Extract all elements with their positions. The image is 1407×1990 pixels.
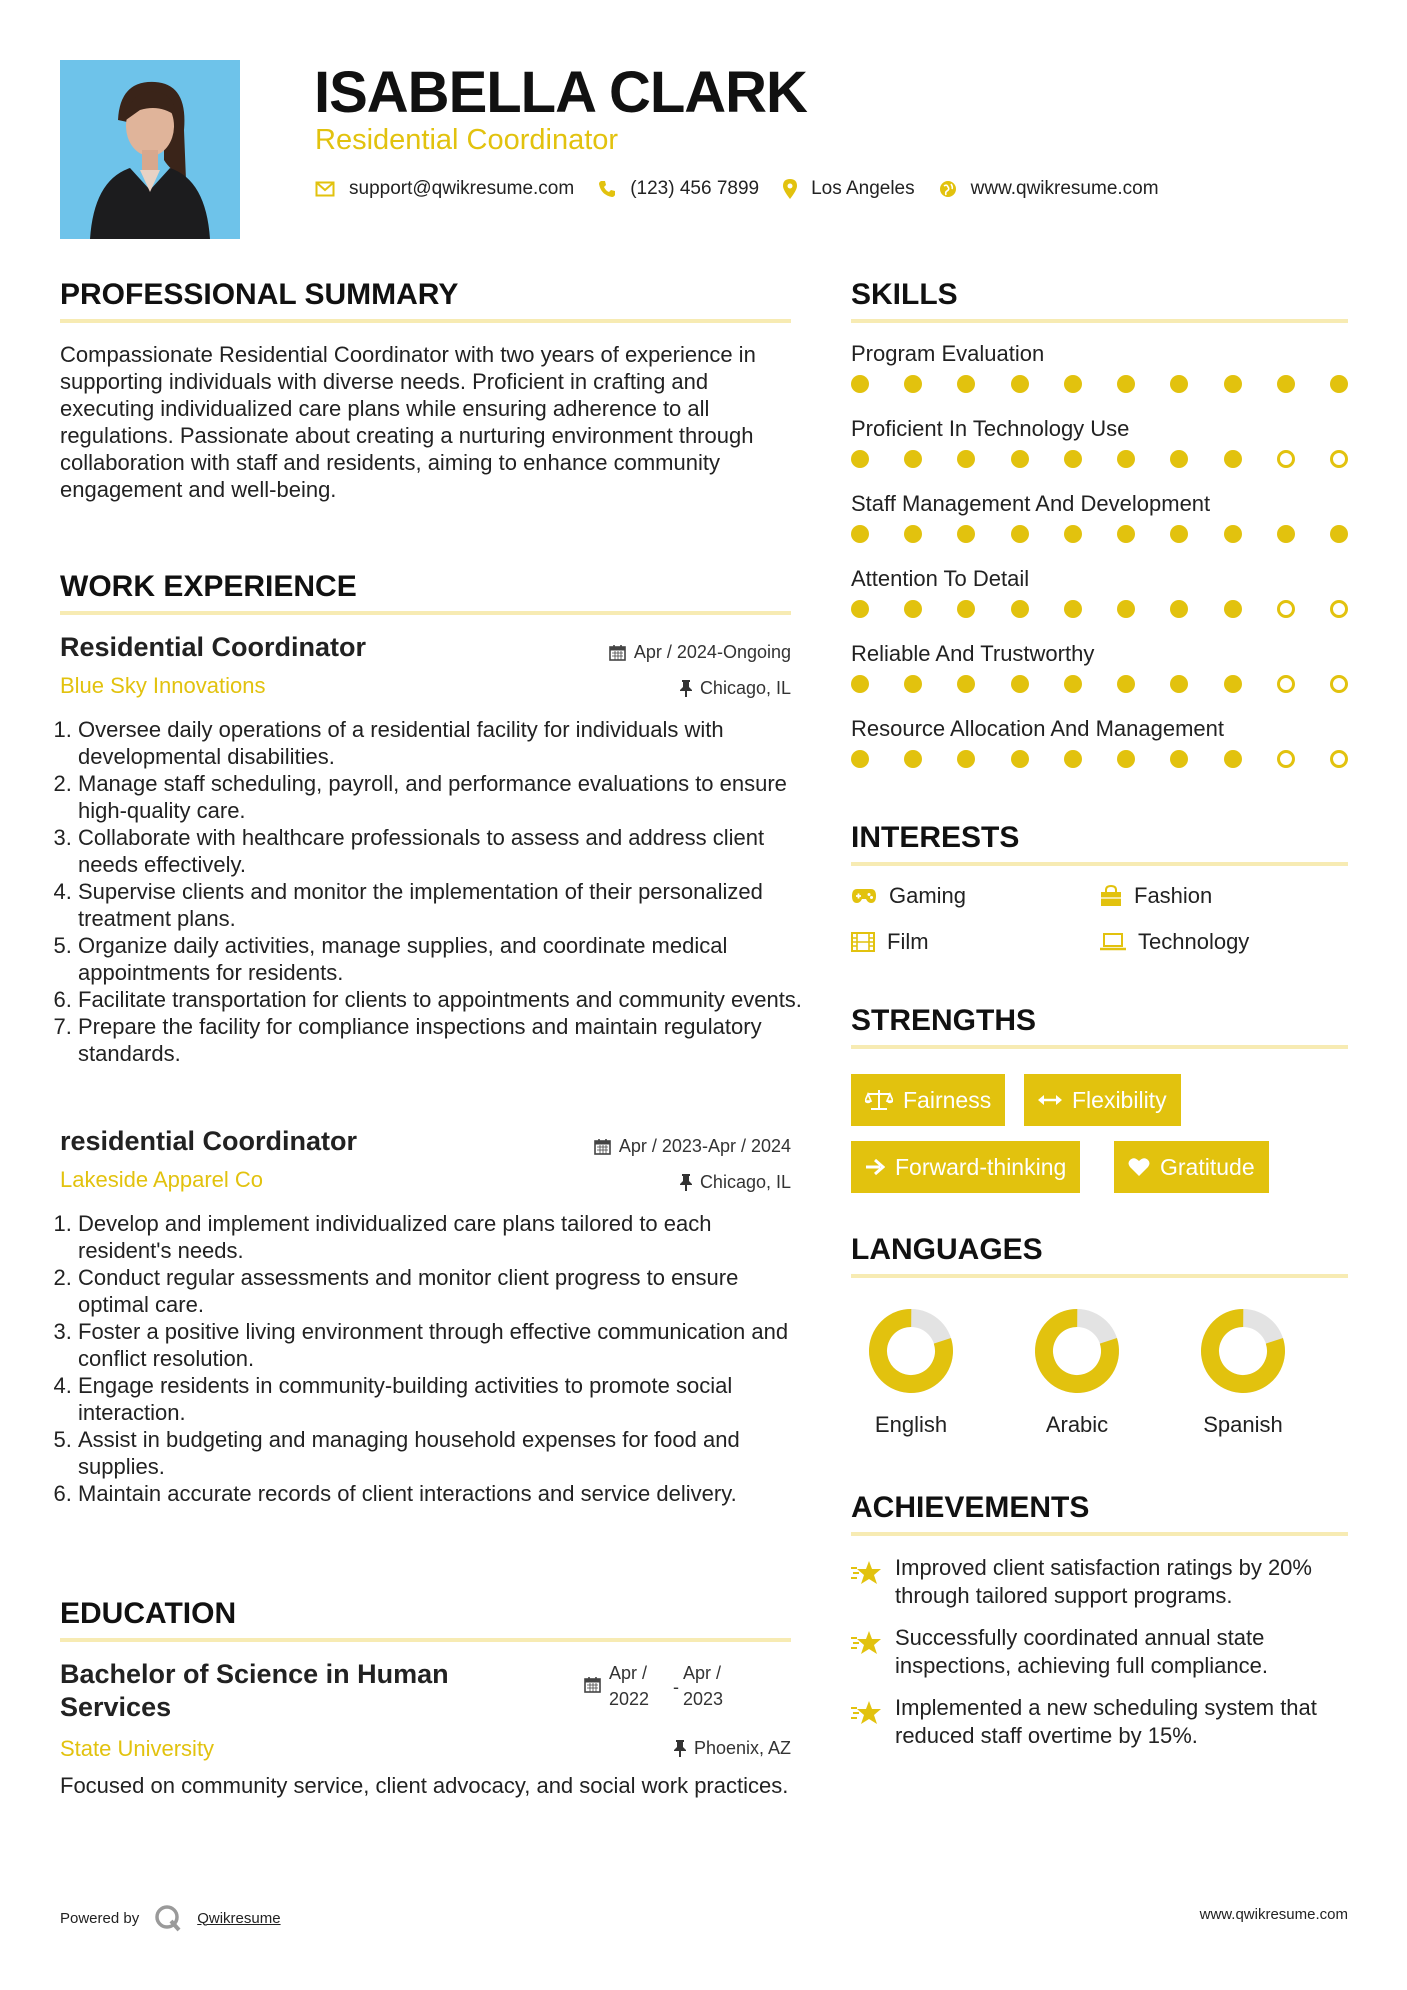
job-2-dates-text: Apr / 2023-Apr / 2024 xyxy=(618,1136,791,1156)
rating-dot-filled xyxy=(904,450,922,468)
arrow-right-icon xyxy=(865,1158,885,1176)
education-end xyxy=(683,1660,723,1712)
rating-dot-empty xyxy=(1277,750,1295,768)
rating-dot-filled xyxy=(1224,375,1242,393)
rating-dot-filled xyxy=(851,525,869,543)
school-name: State University xyxy=(60,1736,215,1761)
education-start-month: Apr / xyxy=(609,1663,648,1683)
laptop-icon xyxy=(1100,933,1126,951)
skill-rating xyxy=(851,600,1348,618)
pushpin-icon xyxy=(680,680,692,697)
rating-dot-filled xyxy=(1117,675,1135,693)
job-2-dates xyxy=(594,1136,791,1157)
rating-dot-filled xyxy=(1170,375,1188,393)
contact-bar xyxy=(315,178,1183,200)
strength-fairness xyxy=(851,1074,1005,1126)
job-1-duty: 1. Oversee daily operations of a residential facility for individuals with developmental disabilities. xyxy=(78,716,811,770)
rating-dot-filled xyxy=(1170,525,1188,543)
star-icon xyxy=(851,1700,883,1726)
job-2-company: Lakeside Apparel Co xyxy=(60,1167,264,1192)
interest-label: Technology xyxy=(1138,929,1250,954)
strength-forward-thinking xyxy=(851,1141,1080,1193)
interest-film xyxy=(851,929,929,955)
rating-dot-filled xyxy=(851,750,869,768)
interest-label: Gaming xyxy=(889,883,967,908)
language-item xyxy=(1183,1306,1303,1438)
skill-row xyxy=(851,416,1348,491)
rating-dot-filled xyxy=(1224,450,1242,468)
education-rule xyxy=(60,1638,791,1642)
job-2-role: residential Coordinator xyxy=(60,1126,358,1156)
achievements-rule xyxy=(851,1532,1348,1536)
achievement-text: Implemented a new scheduling system that reduced staff overtime by 15%. xyxy=(895,1695,1317,1748)
rating-dot-filled xyxy=(904,525,922,543)
interest-label: Fashion xyxy=(1134,883,1213,908)
job-1-company: Blue Sky Innovations xyxy=(60,673,266,698)
skills-list xyxy=(851,341,1348,791)
rating-dot-filled xyxy=(1224,600,1242,618)
rating-dot-empty xyxy=(1330,600,1348,618)
achievement-item xyxy=(851,1554,1348,1610)
job-1-location xyxy=(680,678,791,699)
skills-rule xyxy=(851,319,1348,323)
job-1-duty: 2. Manage staff scheduling, payroll, and performance evaluations to ensure high-quality care. xyxy=(78,770,811,824)
interest-label: Film xyxy=(887,929,929,954)
skill-rating xyxy=(851,675,1348,693)
footer-powered-by xyxy=(60,1903,281,1933)
job-2-duty: 5. Assist in budgeting and managing household expenses for food and supplies. xyxy=(78,1426,811,1480)
rating-dot-filled xyxy=(1277,525,1295,543)
rating-dot-filled xyxy=(904,750,922,768)
star-icon xyxy=(851,1560,883,1586)
strength-label: Flexibility xyxy=(1072,1086,1167,1113)
rating-dot-filled xyxy=(851,675,869,693)
rating-dot-filled xyxy=(1117,600,1135,618)
rating-dot-filled xyxy=(851,375,869,393)
language-donut xyxy=(866,1306,956,1396)
strengths-heading: STRENGTHS xyxy=(851,1004,1037,1037)
language-item xyxy=(851,1306,971,1438)
interest-technology xyxy=(1100,929,1249,955)
job-2-location-text: Chicago, IL xyxy=(699,1172,791,1192)
education-heading: EDUCATION xyxy=(60,1597,237,1630)
interest-gaming xyxy=(851,883,966,909)
rating-dot-filled xyxy=(1224,525,1242,543)
job-1-location-text: Chicago, IL xyxy=(699,678,791,698)
languages-heading: LANGUAGES xyxy=(851,1233,1043,1266)
phone-text: (123) 456 7899 xyxy=(630,178,760,199)
rating-dot-filled xyxy=(1170,600,1188,618)
rating-dot-filled xyxy=(1117,450,1135,468)
achievements-list xyxy=(851,1554,1348,1750)
summary-text: Compassionate Residential Coordinator with two years of experience in supporting individuals with diverse needs. Proficient in crafting and executing individualized care plans while ensuring adherence to all regulations. Passionate about creating a nurturing environment through collaboration with staff and residents, aiming to enhance community engagement and well-being. xyxy=(60,342,756,502)
rating-dot-filled xyxy=(957,750,975,768)
film-icon xyxy=(851,932,875,952)
rating-dot-filled xyxy=(1170,450,1188,468)
job-1-duty: 5. Organize daily activities, manage supplies, and coordinate medical appointments for residents. xyxy=(78,932,811,986)
job-2-duty: 2. Conduct regular assessments and monitor client progress to ensure optimal care. xyxy=(78,1264,811,1318)
education-location-text: Phoenix, AZ xyxy=(693,1738,791,1758)
rating-dot-filled xyxy=(1224,675,1242,693)
rating-dot-empty xyxy=(1277,450,1295,468)
interest-fashion xyxy=(1100,883,1212,909)
strength-label: Forward-thinking xyxy=(895,1153,1067,1180)
candidate-name: ISABELLA CLARK xyxy=(314,60,807,125)
job-1-duty: 7. Prepare the facility for compliance inspections and maintain regulatory standards. xyxy=(78,1013,811,1067)
location-text: Los Angeles xyxy=(811,178,915,199)
skill-row xyxy=(851,491,1348,566)
languages-rule xyxy=(851,1274,1348,1278)
pushpin-icon xyxy=(674,1740,686,1757)
rating-dot-filled xyxy=(1170,750,1188,768)
degree-title: Bachelor of Science in Human Services xyxy=(60,1659,449,1722)
rating-dot-filled xyxy=(1011,600,1029,618)
job-1-duties xyxy=(60,716,811,1067)
rating-dot-filled xyxy=(1170,675,1188,693)
skill-row xyxy=(851,641,1348,716)
education-description: Focused on community service, client advocacy, and social work practices. xyxy=(60,1773,789,1798)
shopping-bag-icon xyxy=(1100,885,1122,907)
language-item xyxy=(1017,1306,1137,1438)
skill-name: Attention To Detail xyxy=(851,566,1030,591)
rating-dot-filled xyxy=(1064,675,1082,693)
star-icon xyxy=(851,1630,883,1656)
skill-name: Proficient In Technology Use xyxy=(851,416,1130,441)
footer-site[interactable]: www.qwikresume.com xyxy=(1199,1906,1348,1923)
job-2-location xyxy=(680,1172,791,1193)
balance-scale-icon xyxy=(865,1089,893,1111)
summary-rule xyxy=(60,319,791,323)
languages-list xyxy=(851,1306,1348,1446)
rating-dot-filled xyxy=(1011,375,1029,393)
achievements-heading: ACHIEVEMENTS xyxy=(851,1491,1090,1524)
gamepad-icon xyxy=(851,888,877,904)
interests-heading: INTERESTS xyxy=(851,821,1020,854)
rating-dot-filled xyxy=(1064,750,1082,768)
strength-gratitude xyxy=(1114,1141,1269,1193)
rating-dot-filled xyxy=(904,600,922,618)
phone-icon xyxy=(598,180,616,198)
education-end-month: Apr / xyxy=(683,1663,722,1683)
footer-brand-link[interactable]: Qwikresume xyxy=(197,1909,281,1927)
skill-row xyxy=(851,341,1348,416)
rating-dot-empty xyxy=(1330,675,1348,693)
job-2-duty: 4. Engage residents in community-building activities to promote social interaction. xyxy=(78,1372,811,1426)
experience-heading: WORK EXPERIENCE xyxy=(60,570,357,603)
email-text: support@qwikresume.com xyxy=(349,178,575,199)
skill-rating xyxy=(851,750,1348,768)
calendar-icon xyxy=(584,1676,601,1693)
rating-dot-empty xyxy=(1330,750,1348,768)
job-2-duty: 3. Foster a positive living environment through effective communication and conflict resolution. xyxy=(78,1318,811,1372)
skills-heading: SKILLS xyxy=(851,278,958,311)
job-2-duty: 1. Develop and implement individualized care plans tailored to each resident's needs. xyxy=(78,1210,811,1264)
rating-dot-filled xyxy=(1330,525,1348,543)
job-1-dates-text: Apr / 2024-Ongoing xyxy=(633,642,791,662)
skill-rating xyxy=(851,525,1348,543)
skill-rating xyxy=(851,450,1348,468)
job-1-duty: 6. Facilitate transportation for clients to appointments and community events. xyxy=(78,986,811,1013)
skill-name: Reliable And Trustworthy xyxy=(851,641,1095,666)
job-1-duty: 3. Collaborate with healthcare professionals to assess and address client needs effectively. xyxy=(78,824,811,878)
strengths-rule xyxy=(851,1045,1348,1049)
experience-rule xyxy=(60,611,791,615)
achievement-item xyxy=(851,1624,1348,1680)
profile-photo xyxy=(60,60,240,239)
contact-location xyxy=(783,178,915,200)
rating-dot-filled xyxy=(1064,375,1082,393)
rating-dot-filled xyxy=(1064,525,1082,543)
strength-label: Gratitude xyxy=(1160,1153,1255,1180)
achievement-text: Successfully coordinated annual state inspections, achieving full compliance. xyxy=(895,1625,1268,1678)
rating-dot-filled xyxy=(851,450,869,468)
rating-dot-filled xyxy=(1224,750,1242,768)
language-donut xyxy=(1198,1306,1288,1396)
skill-row xyxy=(851,716,1348,791)
rating-dot-filled xyxy=(1011,675,1029,693)
skill-name: Staff Management And Development xyxy=(851,491,1211,516)
education-dash: - xyxy=(673,1677,679,1697)
summary-heading: PROFESSIONAL SUMMARY xyxy=(60,278,459,311)
rating-dot-filled xyxy=(1117,525,1135,543)
powered-by-text: Powered by xyxy=(60,1909,140,1927)
arrows-horizontal-icon xyxy=(1038,1093,1062,1107)
education-start-year: 2022 xyxy=(609,1689,650,1709)
contact-email[interactable] xyxy=(315,178,574,200)
rating-dot-filled xyxy=(1011,525,1029,543)
skill-name: Program Evaluation xyxy=(851,341,1045,366)
education-end-year: 2023 xyxy=(683,1689,724,1709)
rating-dot-filled xyxy=(1117,750,1135,768)
language-donut xyxy=(1032,1306,1122,1396)
job-1-role: Residential Coordinator xyxy=(60,632,367,662)
skill-row xyxy=(851,566,1348,641)
rating-dot-filled xyxy=(851,600,869,618)
rating-dot-filled xyxy=(957,600,975,618)
rating-dot-filled xyxy=(1117,375,1135,393)
contact-phone[interactable] xyxy=(598,178,759,200)
skill-name: Resource Allocation And Management xyxy=(851,716,1225,741)
rating-dot-empty xyxy=(1277,600,1295,618)
rating-dot-filled xyxy=(1011,750,1029,768)
rating-dot-filled xyxy=(1064,450,1082,468)
job-1-duty: 4. Supervise clients and monitor the implementation of their personalized treatment plans. xyxy=(78,878,811,932)
heart-icon xyxy=(1128,1157,1150,1177)
qwikresume-logo-icon xyxy=(153,1903,183,1933)
job-1-dates xyxy=(609,642,791,663)
education-start xyxy=(609,1660,673,1712)
job-2-duties xyxy=(60,1210,811,1507)
rating-dot-filled xyxy=(1277,375,1295,393)
rating-dot-filled xyxy=(957,675,975,693)
candidate-title: Residential Coordinator xyxy=(315,124,619,156)
rating-dot-filled xyxy=(1330,375,1348,393)
education-location xyxy=(674,1738,791,1759)
interests-rule xyxy=(851,862,1348,866)
rating-dot-empty xyxy=(1330,450,1348,468)
map-marker-icon xyxy=(783,179,797,199)
rating-dot-filled xyxy=(957,525,975,543)
rating-dot-filled xyxy=(957,375,975,393)
language-name: Arabic xyxy=(1045,1412,1109,1437)
language-name: English xyxy=(874,1412,948,1437)
strength-flexibility xyxy=(1024,1074,1181,1126)
calendar-icon xyxy=(594,1138,611,1155)
rating-dot-filled xyxy=(1011,450,1029,468)
rating-dot-filled xyxy=(957,450,975,468)
achievement-text: Improved client satisfaction ratings by 20% through tailored support programs. xyxy=(895,1555,1312,1608)
globe-icon xyxy=(939,180,957,198)
contact-website[interactable] xyxy=(939,178,1159,200)
calendar-icon xyxy=(609,644,626,661)
envelope-icon xyxy=(315,181,335,197)
education-dates xyxy=(584,1660,723,1712)
website-text: www.qwikresume.com xyxy=(970,178,1159,199)
pushpin-icon xyxy=(680,1174,692,1191)
strength-label: Fairness xyxy=(903,1086,992,1113)
achievement-item xyxy=(851,1694,1348,1750)
rating-dot-filled xyxy=(1064,600,1082,618)
rating-dot-filled xyxy=(904,375,922,393)
skill-rating xyxy=(851,375,1348,393)
rating-dot-empty xyxy=(1277,675,1295,693)
language-name: Spanish xyxy=(1203,1412,1283,1437)
job-2-duty: 6. Maintain accurate records of client interactions and service delivery. xyxy=(78,1480,811,1507)
rating-dot-filled xyxy=(904,675,922,693)
